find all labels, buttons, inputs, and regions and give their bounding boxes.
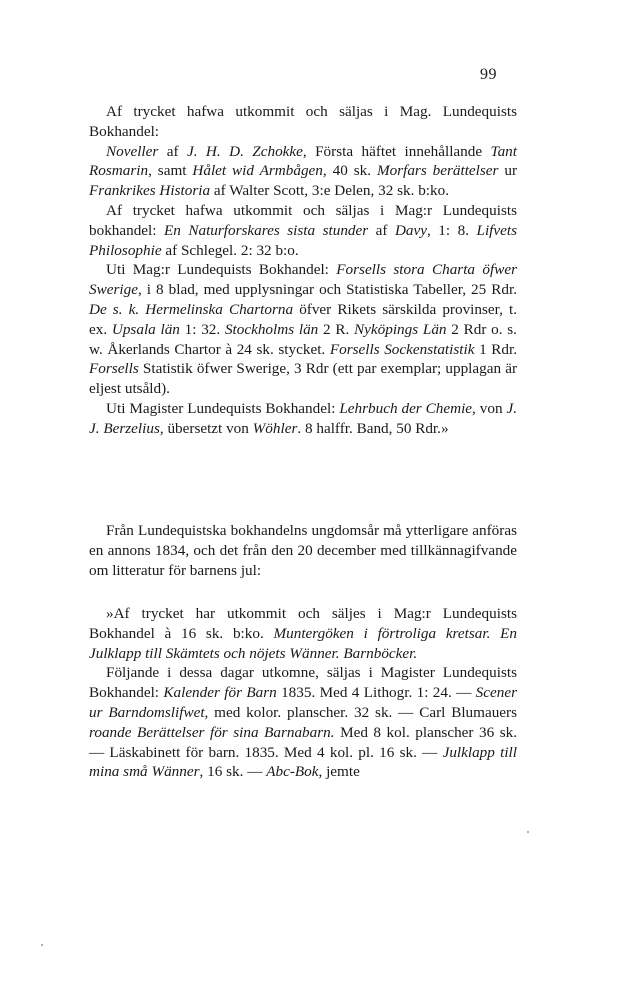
italic-title-text: En Naturforskares sista stunder — [163, 221, 369, 239]
italic-title-text: Tant Rosmarin — [89, 142, 517, 180]
body-text: af Schlegel. 2: 32 b:o. — [161, 241, 299, 259]
paragraph — [89, 260, 517, 399]
body-text: , jemte — [318, 763, 360, 781]
body-text: ur — [498, 162, 518, 180]
body-text: 2 R. — [318, 320, 355, 338]
italic-title-text: Abc-Bok — [266, 763, 319, 781]
italic-title-text: Julklapp till mina små Wänner — [89, 743, 517, 781]
paragraph — [89, 201, 517, 260]
italic-title-text: Frankrikes Historia — [89, 182, 211, 200]
body-text: af — [368, 221, 395, 239]
body-text: 1835. Med 4 Lithogr. 1: 24. — — [276, 684, 476, 702]
italic-title-text: Lifvets Philosophie — [89, 221, 517, 259]
paragraph — [89, 604, 517, 663]
italic-title-text: Wöhler — [252, 419, 298, 437]
italic-title-text: Forsells — [89, 360, 139, 378]
italic-title-text: Forsells stora Charta öfwer Swerige — [89, 261, 517, 299]
body-text: Från Lundequistska bokhandelns ungdomsår må ytterligare anföras en annons 1834, och det från den 20 december med tillkännagifvande om litteratur för barnens jul: — [89, 522, 517, 579]
body-text: , von — [472, 399, 507, 417]
body-text: Följande i dessa dagar utkomne, säljas i Magister Lundequists Bokhandel: — [89, 664, 517, 702]
body-text: , med kolor. planscher. 32 sk. — Carl Blumauers — [204, 703, 517, 721]
body-text: »Af trycket har utkommit och säljes i Mag:r Lundequists Bokhandel à 16 sk. b:ko. — [89, 605, 517, 642]
italic-title-text: Forsells Sockenstatistik — [329, 340, 475, 358]
text-block-commentary — [89, 521, 517, 580]
body-text: Med 8 kol. planscher 36 sk. — Läskabinett för barn. 1835. Med 4 kol. pl. 16 sk. — — [89, 723, 517, 761]
body-text: 1: 32. — [179, 320, 225, 338]
body-text: Af trycket hafwa utkommit och säljas i Mag. Lundequists Bokhandel: — [89, 103, 517, 140]
body-text: , 1: 8. — [427, 221, 477, 239]
body-text: , i 8 blad, med upplysningar och Statistiska Tabeller, 25 Rdr. — [137, 281, 517, 299]
body-text: . 8 halffr. Band, 50 Rdr.» — [297, 419, 449, 437]
page-number: 99 — [480, 66, 497, 83]
body-text: Uti Magister Lundequists Bokhandel: — [106, 399, 340, 417]
italic-title-text: roande Berättelser för sina Barnabarn. — [89, 723, 335, 741]
body-text: af — [158, 142, 187, 160]
body-text: , samt — [148, 162, 193, 180]
italic-title-text: Nyköpings Län — [354, 320, 447, 338]
paragraph — [89, 142, 517, 201]
body-text: 2 Rdr o. s. w. Åkerlands Chartor à 24 sk. stycket. — [89, 320, 517, 358]
body-text: , übersetzt von — [159, 419, 253, 437]
paragraph — [89, 102, 517, 142]
italic-title-text: De s. k. Hermelinska Chartorna — [89, 300, 294, 318]
body-text: öfver Rikets särskilda provinser, t. ex. — [89, 300, 517, 338]
body-text: Statistik öfwer Swerige, 3 Rdr (ett par exemplar; upplagan är eljest utsåld). — [89, 360, 517, 398]
text-block-christmas-announcement — [89, 604, 517, 782]
italic-title-text: Upsala län — [111, 320, 180, 338]
body-text: , 16 sk. — — [199, 763, 267, 781]
body-text: 1 Rdr. — [474, 340, 517, 358]
italic-title-text: Lehrbuch der Chemie — [339, 399, 473, 417]
italic-title-text: Kalender för Barn — [163, 684, 277, 702]
body-text: , 40 sk. — [322, 162, 377, 180]
paragraph — [89, 399, 517, 439]
italic-title-text: Davy — [394, 221, 428, 239]
italic-title-text: Muntergöken i förtroliga kretsar. En Julklapp till Skämtets och nöjets Wänner. Barnböcker. — [89, 624, 517, 662]
italic-title-text: Noveller — [106, 142, 159, 160]
italic-title-text: Stockholms län — [224, 320, 319, 338]
body-text: , Första häftet innehållande — [302, 142, 491, 160]
body-text: Af trycket hafwa utkommit och säljas i Mag:r Lundequists bokhandel: — [89, 201, 517, 239]
paragraph — [89, 521, 517, 580]
italic-title-text: Morfars berättelser — [376, 162, 499, 180]
body-text: af Walter Scott, 3:e Delen, 32 sk. b:ko. — [210, 182, 449, 200]
italic-title-text: Scener ur Barndomslifwet — [89, 684, 517, 721]
italic-title-text: Hålet wid Armbågen — [192, 162, 323, 180]
paper-speck — [41, 944, 43, 946]
paragraph — [89, 663, 517, 782]
body-text: Uti Mag:r Lundequists Bokhandel: — [106, 261, 337, 279]
paper-speck — [527, 831, 529, 833]
text-block-announcements — [89, 102, 517, 439]
italic-title-text: J. J. Berzelius — [89, 399, 518, 437]
italic-title-text: J. H. D. Zchokke — [186, 142, 303, 160]
